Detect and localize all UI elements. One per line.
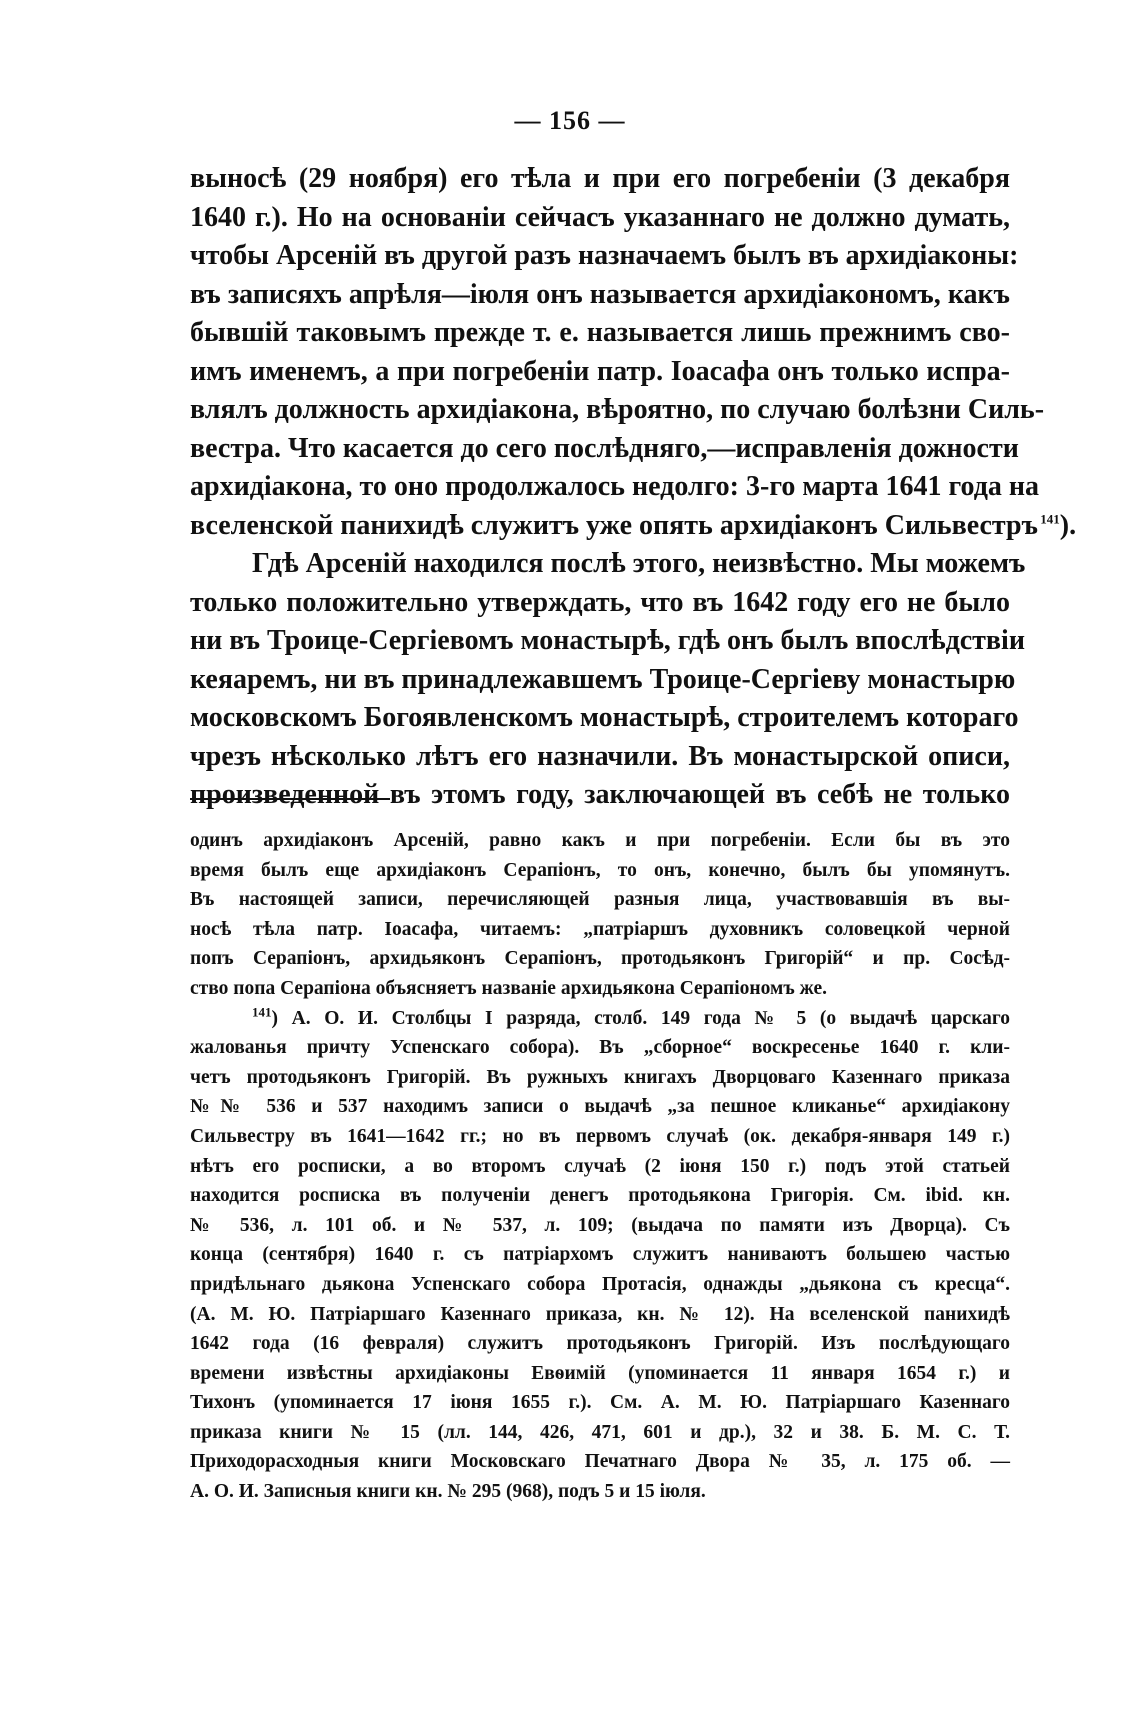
main-line-10-close: ). [1059,509,1077,541]
main-line-1: выносѣ (29 ноября) его тѣла и при его погребеніи (3 декабря [190,163,1010,194]
main-line-10-text: вселенской панихидѣ служитъ уже опять архидіаконъ Сильвестръ [190,509,1038,541]
footnote-line-5: попъ Серапіонъ, архидьяконъ Серапіонъ, протодьяконъ Григорій“ и пр. Сосѣд- [190,948,1010,970]
main-line-17: произведенной въ этомъ году, заключающей въ себѣ не только [190,779,1010,810]
footnote-line-22: Приходорасходныя книги Московскаго Печатнаго Двора № 35, л. 175 об. — [190,1451,1010,1473]
main-line-2: 1640 г.). Но на основаніи сейчасъ указаннаго не должно думать, [190,201,1010,233]
footnote-line-21: приказа книги № 15 (лл. 144, 426, 471, 601 и др.), 32 и 38. Б. М. С. Т. [190,1421,1010,1443]
footnote-line-8: жалованья причту Успенскаго собора). Въ „сборное“ воскресенье 1640 г. кли- [190,1037,1010,1059]
page-number: — 156 — [514,106,626,135]
main-line-13: ни въ Троице-Сергіевомъ монастырѣ, гдѣ онъ былъ впослѣдствіи [190,625,1025,656]
footnote-line-10: №№ 536 и 537 находимъ записи о выдачѣ „за пешное кликанье“ архидіакону [190,1096,1010,1118]
footnote-line-23: А. О. И. Записныя книги кн. № 295 (968), подъ 5 и 15 іюля. [190,1481,706,1503]
footnote-line-20: Тихонъ (упоминается 17 іюня 1655 г.). См. А. М. Ю. Патріаршаго Казеннаго [190,1392,1010,1414]
main-line-12: только положительно утверждать, что въ 1642 году его не было [190,586,1010,618]
footnotes [190,826,1010,1507]
footnote-line-7 [190,1004,1010,1034]
footnote-line-4: носѣ тѣла патр. Іоасафа, читаемъ: „патріаршъ духовникъ соловецкой черной [190,918,1010,940]
footnote-line-3: Въ настоящей записи, перечисляющей разныя лица, участвовавшія въ вы- [190,889,1010,911]
footnote-divider [190,798,390,800]
footnote-line-16: придѣльнаго дьякона Успенскаго собора Протасія, однажды „дьякона съ кресца“. [190,1273,1010,1295]
footnote-line-2: время былъ еще архидіаконъ Серапіонъ, то онъ, конечно, былъ бы упомянутъ. [190,859,1010,881]
main-line-5: бывшій таковымъ прежде т. е. называется лишь прежнимъ сво- [190,317,1010,348]
main-line-8: вестра. Что касается до сего послѣдняго,—исправленія дожности [190,432,1019,464]
footnote-line-6: ство попа Серапіона объясняетъ названіе архидьякона Серапіономъ же. [190,977,827,999]
main-line-14: кеяаремъ, ни въ принадлежавшемъ Троице-Сергіеву монастырю [190,663,1016,695]
main-line-16: чрезъ нѣсколько лѣтъ его назначили. Въ монастырской описи, [190,740,1010,772]
main-line-9: архидіакона, то оно продолжалось недолго: 3-го марта 1641 года на [190,471,1040,502]
main-text [190,160,1077,815]
footnote-line-17: (А. М. Ю. Патріаршаго Казеннаго приказа, кн. № 12). На вселенской панихидѣ [190,1303,1010,1325]
main-line-11: Гдѣ Арсеній находился послѣ этого, неизвѣстно. Мы можемъ [252,548,1026,579]
footnote-line-19: времени извѣстны архидіаконы Евѳимій (упоминается 11 января 1654 г.) и [190,1362,1010,1384]
main-line-6: имъ именемъ, а при погребеніи патр. Іоасафа онъ только испра- [190,355,1010,387]
footnote-number: 141 [252,1004,272,1020]
footnote-line-13: находится росписка въ полученіи денегъ протодьякона Григорія. См. ibid. кн. [190,1185,1010,1207]
main-line-3: чтобы Арсеній въ другой разъ назначаемъ былъ въ архидіаконы: [190,240,1019,271]
footnote-line-12: нѣтъ его росписки, а во второмъ случаѣ (2 іюня 150 г.) подъ этой статьей [190,1155,1010,1177]
footnote-line-11: Сильвестру въ 1641—1642 гг.; но въ первомъ случаѣ (ок. декабря-января 149 г.) [190,1125,1010,1147]
footnote-line-9: четъ протодьяконъ Григорій. Въ ружныхъ книгахъ Дворцоваго Казеннаго приказа [190,1066,1010,1088]
footnote-line-18: 1642 года (16 февраля) служитъ протодьяконъ Григорій. Изъ послѣдующаго [190,1333,1010,1355]
main-line-15: московскомъ Богоявленскомъ монастырѣ, строителемъ котораго [190,702,1019,733]
footnote-line-7-text: ) А. О. И. Столбцы I разряда, столб. 149 года № 5 (о выдачѣ царскаго [271,1007,1010,1029]
main-line-7: влялъ должность архидіакона, вѣроятно, по случаю болѣзни Силь- [190,394,1045,425]
main-line-10 [190,507,1077,546]
footnote-line-14: № 536, л. 101 об. и № 537, л. 109; (выдача по памяти изъ Дворца). Съ [190,1214,1010,1236]
footnote-reference[interactable]: 141 [1040,511,1060,527]
footnote-line-1: одинъ архидіаконъ Арсеній, равно какъ и при погребеніи. Если бы въ это [190,830,1010,851]
footnote-line-15: конца (сентября) 1640 г. съ патріархомъ служитъ наниваютъ большею частью [190,1244,1010,1266]
main-line-4: въ записяхъ апрѣля—іюля онъ называется архидіакономъ, какъ [190,278,1010,310]
